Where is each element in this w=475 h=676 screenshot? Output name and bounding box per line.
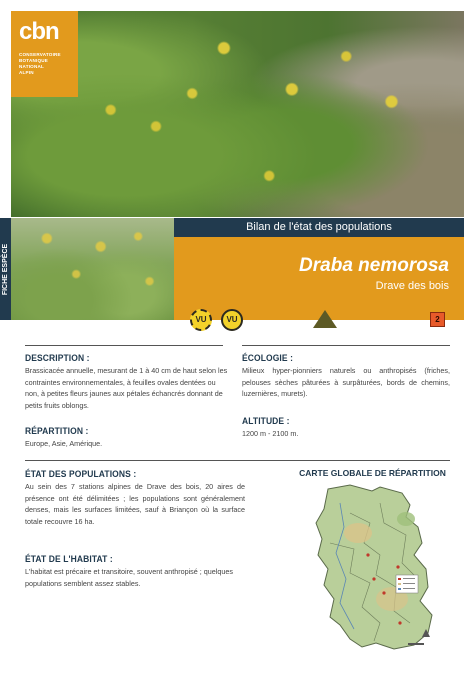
- triangle-icon: [313, 310, 337, 328]
- description-text: Brassicacée annuelle, mesurant de 1 à 40 cm de haut selon les contraintes environnementales, à feuilles ovales dentées ou non, à petites fleurs jaunes aux pétales échancrés donnant de petits fruits oblongs.: [25, 366, 228, 410]
- common-name: Drave des bois: [375, 280, 449, 292]
- logo-line-1: CONSERVATOIRE: [19, 52, 61, 57]
- repartition-text: Europe, Asie, Amérique.: [25, 439, 103, 448]
- logo-line-2: BOTANIQUE NATIONAL: [19, 58, 49, 69]
- description-title: DESCRIPTION :: [25, 352, 90, 363]
- repartition-section: [25, 425, 231, 450]
- etat-habitat-title: ÉTAT DE L'HABITAT :: [25, 553, 113, 564]
- altitude-title: ALTITUDE :: [242, 415, 290, 426]
- ecologie-section: [242, 352, 450, 400]
- divider-ecologie: [242, 345, 450, 346]
- etat-populations-text: Au sein des 7 stations alpines de Drave des bois, 20 aires de présence ont été délimitées ; les populations sont généralement denses, mais les surfaces limitées, sauf à Briançon où la surface totale recouvre 16 ha.: [25, 482, 245, 526]
- ecologie-title: ÉCOLOGIE :: [242, 352, 294, 363]
- divider-description: [25, 345, 223, 346]
- repartition-title: RÉPARTITION :: [25, 425, 89, 436]
- etat-populations-title: ÉTAT DES POPULATIONS :: [25, 468, 137, 479]
- ecologie-text: Milieux hyper-pionniers naturels ou anthropisés (friches, pelouses sèches pâturées à surpâturées, bords de chemins, luzernières, murets).: [242, 366, 450, 398]
- band-title: Bilan de l'état des populations: [174, 218, 464, 237]
- altitude-text: 1200 m - 2100 m.: [242, 429, 299, 438]
- priority-number-badge: 2: [430, 312, 445, 327]
- logo-line-3: ALPIN: [19, 70, 34, 75]
- logo-mark: cbn: [19, 18, 59, 45]
- divider-middle: [25, 460, 450, 461]
- inset-species-photo: [11, 218, 174, 320]
- etat-populations-section: [25, 468, 245, 527]
- vu-badge-national: VU: [221, 309, 243, 331]
- main-species-photo: [11, 11, 464, 217]
- vu-badge-regional: VU: [190, 309, 212, 331]
- status-row: [0, 309, 475, 333]
- distribution-map-graphic: [310, 483, 438, 653]
- etat-habitat-text: L'habitat est précaire et transitoire, souvent anthropisé ; quelques populations semblent assez stables.: [25, 567, 233, 588]
- etat-habitat-section: [25, 553, 245, 589]
- distribution-map: [310, 483, 438, 653]
- map-title: CARTE GLOBALE DE RÉPARTITION: [299, 468, 446, 478]
- side-tab: [0, 218, 11, 320]
- description-section: [25, 352, 231, 411]
- species-band: [174, 237, 464, 320]
- logo-text: [19, 52, 72, 76]
- side-tab-label: FICHE ESPÈCE: [2, 243, 10, 295]
- cbn-logo: [11, 11, 78, 97]
- altitude-section: [242, 415, 450, 440]
- scientific-name: Draba nemorosa: [299, 255, 449, 276]
